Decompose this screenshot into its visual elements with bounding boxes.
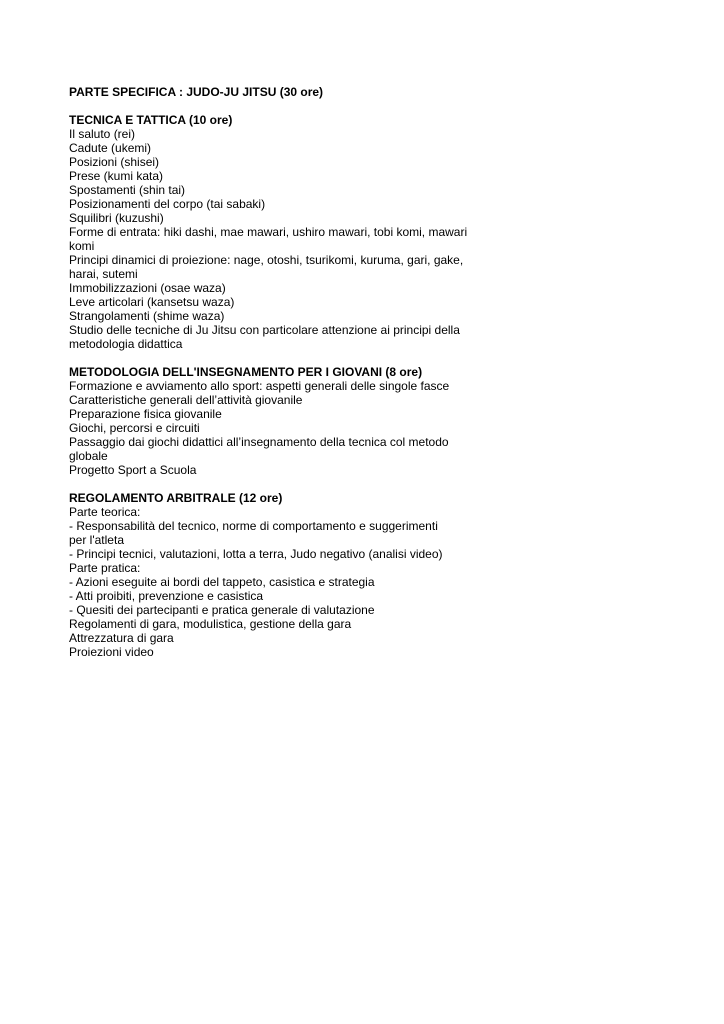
section-line: komi: [69, 239, 95, 253]
section-line: Il saluto (rei): [69, 127, 136, 141]
section-line: Attrezzatura di gara: [69, 631, 174, 645]
section-line: - Atti proibiti, prevenzione e casistica: [69, 589, 264, 603]
section-line: Leve articolari (kansetsu waza): [69, 295, 235, 309]
section-line: - Quesiti dei partecipanti e pratica generale di valutazione: [69, 603, 375, 617]
section-line: Passaggio dai giochi didattici all’insegnamento della tecnica col metodo: [69, 435, 449, 449]
section-line: Forme di entrata: hiki dashi, mae mawari, ushiro mawari, tobi komi, mawari: [69, 225, 468, 239]
section-line: Proiezioni video: [69, 645, 154, 659]
section-line: Posizionamenti del corpo (tai sabaki): [69, 197, 266, 211]
section-line: - Principi tecnici, valutazioni, lotta a terra, Judo negativo (analisi video): [69, 547, 443, 561]
section-line: Parte pratica:: [69, 561, 141, 575]
document-title: PARTE SPECIFICA : JUDO-JU JITSU (30 ore): [69, 85, 324, 99]
section-line: metodologia didattica: [69, 337, 183, 351]
section-line: Progetto Sport a Scuola: [69, 463, 197, 477]
section-line: - Responsabilità del tecnico, norme di comportamento e suggerimenti: [69, 519, 438, 533]
section-line: Prese (kumi kata): [69, 169, 164, 183]
section-line: Giochi, percorsi e circuiti: [69, 421, 200, 435]
section-line: Studio delle tecniche di Ju Jitsu con particolare attenzione ai principi della: [69, 323, 460, 337]
section-line: Regolamenti di gara, modulistica, gestione della gara: [69, 617, 352, 631]
section-heading: REGOLAMENTO ARBITRALE (12 ore): [69, 491, 283, 505]
section-line: Spostamenti (shin tai): [69, 183, 186, 197]
section-line: Posizioni (shisei): [69, 155, 160, 169]
section-heading: TECNICA E TATTICA (10 ore): [69, 113, 233, 127]
document-section: [69, 365, 489, 477]
section-line: Immobilizzazioni (osae waza): [69, 281, 226, 295]
section-line: Formazione e avviamento allo sport: aspetti generali delle singole fasce: [69, 379, 450, 393]
section-line: Preparazione fisica giovanile: [69, 407, 222, 421]
section-line: Cadute (ukemi): [69, 141, 152, 155]
section-line: globale: [69, 449, 108, 463]
document-section: [69, 113, 489, 351]
section-line: Caratteristiche generali dell’attività giovanile: [69, 393, 303, 407]
section-line: - Azioni eseguite ai bordi del tappeto, casistica e strategia: [69, 575, 375, 589]
document-sections: [69, 113, 489, 659]
section-line: Strangolamenti (shime waza): [69, 309, 225, 323]
document-section: [69, 491, 489, 659]
section-heading: METODOLOGIA DELL'INSEGNAMENTO PER I GIOVANI (8 ore): [69, 365, 423, 379]
section-line: per l'atleta: [69, 533, 124, 547]
section-line: harai, sutemi: [69, 267, 138, 281]
document-page: [69, 85, 489, 673]
section-line: Parte teorica:: [69, 505, 141, 519]
section-line: Squilibri (kuzushi): [69, 211, 164, 225]
section-line: Principi dinamici di proiezione: nage, otoshi, tsurikomi, kuruma, gari, gake,: [69, 253, 464, 267]
